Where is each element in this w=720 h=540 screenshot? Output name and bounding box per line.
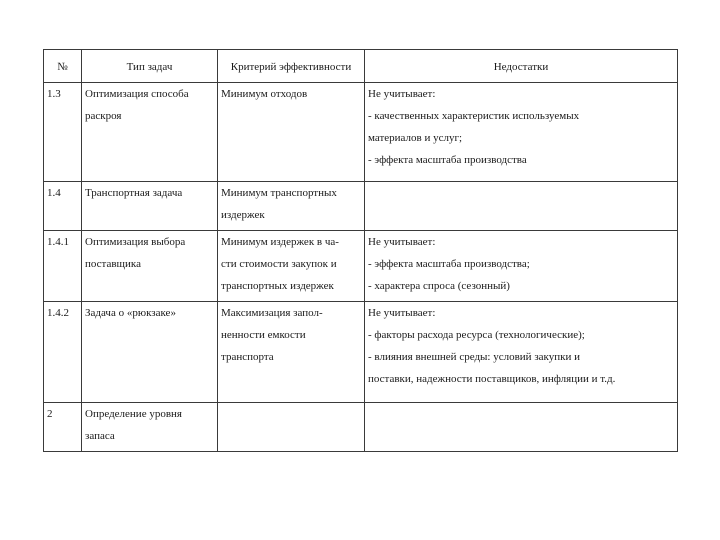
criterion-cell-line: Максимизация запол-	[221, 307, 323, 319]
task-type-cell-line: Транспортная задача	[85, 187, 183, 199]
drawbacks-cell-line: - качественных характеристик используемых	[368, 110, 580, 122]
criterion-cell-line: Минимум транспортных	[221, 187, 337, 199]
efficiency-table	[43, 49, 678, 452]
criterion-cell-line: сти стоимости закупок и	[221, 258, 337, 270]
header-criterion: Критерий эффективности	[218, 50, 365, 83]
task-type-cell	[82, 403, 218, 452]
header-number: №	[44, 50, 82, 83]
task-type-cell-line: Определение уровня	[85, 408, 182, 420]
task-type-cell-line: Задача о «рюкзаке»	[85, 307, 176, 319]
drawbacks-cell-line: Не учитывает:	[368, 88, 436, 100]
criterion-cell	[218, 182, 365, 231]
criterion-cell	[218, 403, 365, 452]
drawbacks-cell	[365, 302, 678, 403]
task-type-cell-line: Оптимизация выбора	[85, 236, 186, 248]
row-number: 2	[44, 403, 82, 452]
criterion-cell-line: Минимум отходов	[221, 88, 308, 100]
drawbacks-cell-line: Не учитывает:	[368, 307, 436, 319]
criterion-cell-line: Минимум издержек в ча-	[221, 236, 339, 248]
task-type-cell-line: запаса	[85, 430, 115, 442]
drawbacks-cell-line: - факторы расхода ресурса (технологические);	[368, 329, 585, 341]
drawbacks-cell	[365, 403, 678, 452]
row-number: 1.4.2	[44, 302, 82, 403]
drawbacks-cell-line: поставки, надежности поставщиков, инфляции и т.д.	[368, 373, 616, 385]
table-row	[44, 182, 678, 231]
task-type-cell-line: раскроя	[85, 110, 122, 122]
drawbacks-cell-line: - влияния внешней среды: условий закупки и	[368, 351, 580, 363]
criterion-cell-line: транспортных издержек	[221, 280, 334, 292]
task-type-cell	[82, 83, 218, 182]
table-row	[44, 231, 678, 302]
drawbacks-cell	[365, 182, 678, 231]
table-row	[44, 302, 678, 403]
row-number: 1.4.1	[44, 231, 82, 302]
header-task-type: Тип задач	[82, 50, 218, 83]
drawbacks-cell	[365, 231, 678, 302]
document-sheet	[43, 49, 677, 452]
row-number: 1.3	[44, 83, 82, 182]
criterion-cell-line: ненности емкости	[221, 329, 306, 341]
drawbacks-cell-line: материалов и услуг;	[368, 132, 463, 144]
task-type-cell	[82, 231, 218, 302]
task-type-cell-line: поставщика	[85, 258, 141, 270]
drawbacks-cell	[365, 83, 678, 182]
header-drawbacks: Недостатки	[365, 50, 678, 83]
row-number: 1.4	[44, 182, 82, 231]
drawbacks-cell-line: - эффекта масштаба производства	[368, 154, 527, 166]
criterion-cell-line: транспорта	[221, 351, 274, 363]
table-row	[44, 83, 678, 182]
criterion-cell	[218, 83, 365, 182]
table-header-row	[44, 50, 678, 83]
drawbacks-cell-line: Не учитывает:	[368, 236, 436, 248]
criterion-cell	[218, 231, 365, 302]
drawbacks-cell-line: - характера спроса (сезонный)	[368, 280, 510, 292]
task-type-cell-line: Оптимизация способа	[85, 88, 189, 100]
task-type-cell	[82, 182, 218, 231]
criterion-cell	[218, 302, 365, 403]
criterion-cell-line: издержек	[221, 209, 265, 221]
table-row	[44, 403, 678, 452]
drawbacks-cell-line: - эффекта масштаба производства;	[368, 258, 530, 270]
task-type-cell	[82, 302, 218, 403]
